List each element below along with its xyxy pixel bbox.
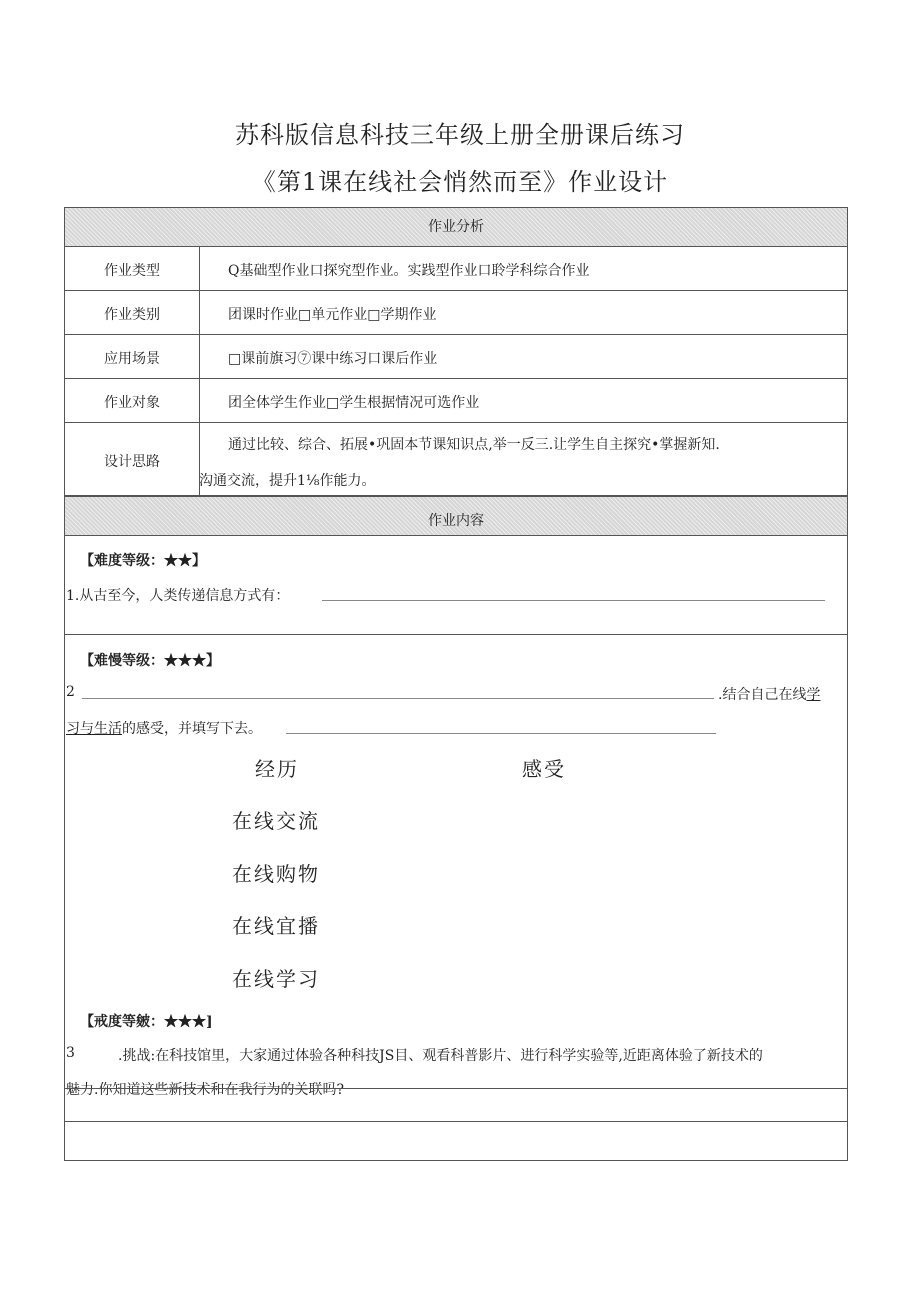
row-value-scenario: □课前旗习⑦课中练习口课后作业 [228,351,438,367]
divider [64,334,848,335]
row-label-design: 设计思路 [104,454,160,470]
q2-difficulty: 【难慢等级：★★★】 [80,653,220,669]
q2-text-line2 [66,718,262,738]
q2-number: 2 [66,684,75,700]
q2-text-c-part: 习与生活 [66,721,122,737]
row-value-type: Q基础型作业口探究型作业。实践型作业口聆学科综合作业 [228,263,590,279]
divider [64,1088,848,1089]
divider [64,535,848,536]
page-subtitle: 《第1课在线社会悄然而至》作业设计 [251,168,669,196]
q3-difficulty: 【戒度等皴：★★★] [80,1014,213,1030]
page-title: 苏科版信息科技三年级上册全册课后练习 [235,121,685,149]
col-header-feeling: 感受 [522,757,566,781]
content-heading: 作业内容 [65,497,847,535]
q2-text-b-part: 学 [806,687,821,703]
q1-difficulty: 【难度等级：★★】 [80,553,206,569]
list-item: 在线购物 [232,862,320,886]
q2-answer-line-2[interactable] [286,733,716,734]
divider [64,634,848,635]
q2-answer-line-1[interactable] [82,698,714,699]
q3-number: 3 [66,1045,75,1061]
q1-answer-line[interactable] [322,600,825,601]
col-header-experience: 经历 [255,757,299,781]
row-label-target: 作业对象 [104,395,160,411]
divider [64,378,848,379]
row-label-type: 作业类型 [104,263,160,279]
row-value-design-line1: 通过比较、综合、拓展•巩固本节课知识点,举一反三.让学生自主探究•掌握新知. [228,437,720,453]
divider [64,290,848,291]
row-label-scenario: 应用场景 [104,351,160,367]
q1-text: 1.从古至今，人类传递信息方式有： [66,588,290,604]
q3-text-line2-clip [66,1077,846,1098]
list-item: 在线学习 [232,967,320,991]
q2-text-a-part: .结合自己在线 [718,687,807,703]
q2-text-a [718,684,820,704]
q2-text-d-part: 的感受，并填写下去。 [122,721,262,737]
divider [64,422,848,423]
divider [64,246,848,247]
column-divider [199,246,200,496]
q3-text-line1: .挑战:在科技馆里，大家通过体验各种科技JS目、观看科普影片、进行科学实验等,近距离体验了新技术的 [118,1048,763,1064]
list-item: 在线交流 [232,809,320,833]
row-label-category: 作业类别 [104,307,160,323]
divider [64,1121,848,1122]
q3-text-line2: 魅力.你知道这些新技术和在我行为的关联吗? [66,1082,344,1098]
list-item: 在线宜播 [232,914,320,938]
row-value-category: 团课时作业□单元作业□学期作业 [228,307,437,323]
row-value-design-line2: 沟通交流，提升1⅛作能力。 [199,473,376,489]
analysis-heading: 作业分析 [65,208,847,246]
row-value-target: 团全体学生作业□学生根据情况可选作业 [228,395,480,411]
